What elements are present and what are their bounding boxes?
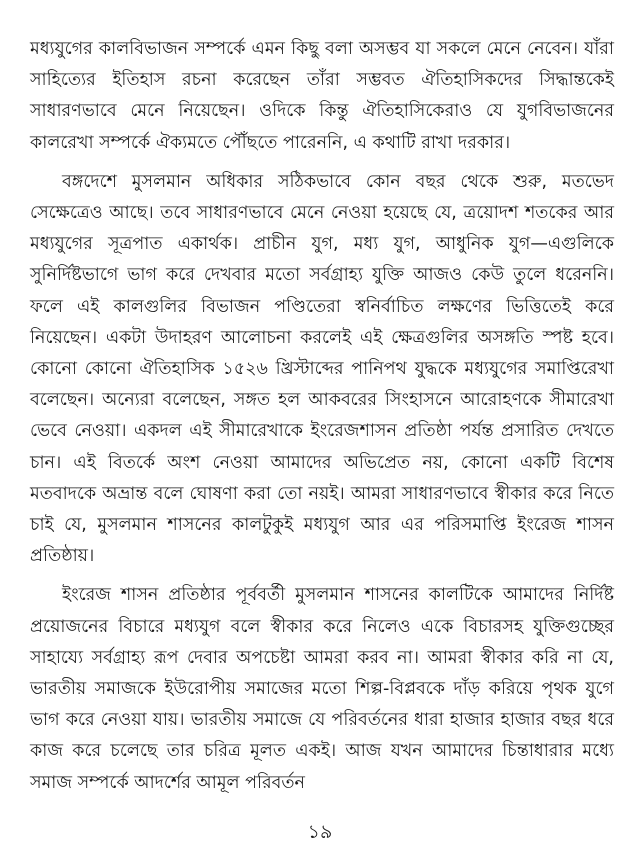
paragraph-2: বঙ্গদেশে মুসলমান অধিকার সঠিকভাবে কোন বছর থেকে শুরু, মতভেদ সেক্ষেত্রেও আছে। তবে সাধারণভাবে মেনে নেওয়া হয়েছে যে, ত্রয়োদশ শতকের আর মধ্যযুগের সূত্রপাত একার্থক। প্রাচীন যুগ, মধ্য যুগ, আধুনিক যুগ—এগুলিকে সুনির্দিষ্টভাগে ভাগ করে দেখবার মতো সর্বগ্রাহ্য যুক্তি আজও কেউ তুলে ধরেননি। ফলে এই কালগুলির বিভাজন পণ্ডিতেরা স্বনির্বাচিত লক্ষণের ভিত্তিতেই করে নিয়েছেন। একটা উদাহরণ আলোচনা করলেই এই ক্ষেত্রগুলির অসঙ্গতি স্পষ্ট হবে। কোনো কোনো ঐতিহাসিক ১৫২৬ খ্রিস্টাব্দের পানিপথ যুদ্ধকে মধ্যযুগের সমাপ্তিরেখা বলেছেন। অন্যেরা বলেছেন, সঙ্গত হল আকবরের সিংহাসনে আরোহণকে সীমারেখা ভেবে নেওয়া। একদল এই সীমারেখাকে ইংরেজশাসন প্রতিষ্ঠা পর্যন্ত প্রসারিত দেখতে চান। এই বিতর্কে অংশ নেওয়া আমাদের অভিপ্রেত নয়, কোনো একটি বিশেষ মতবাদকে অভ্রান্ত বলে ঘোষণা করা তো নয়ই। আমরা সাধারণভাবে স্বীকার করে নিতে চাই যে, মুসলমান শাসনের কালটুকুই মধ্যযুগ আর এর পরিসমাপ্তি ইংরেজ শাসন প্রতিষ্ঠায়। — [30, 171, 614, 567]
page-number: ১৯ — [307, 821, 333, 843]
paragraph-1: মধ্যযুগের কালবিভাজন সম্পর্কে এমন কিছু বলা অসম্ভব যা সকলে মেনে নেবেন। যাঁরা সাহিত্যের ইতিহাস রচনা করেছেন তাঁরা সম্ভবত ঐতিহাসিকদের সিদ্ধান্তকেই সাধারণভাবে মেনে নিয়েছেন। ওদিকে কিন্তু ঐতিহাসিকেরাও যে যুগবিভাজনের কালরেখা সম্পর্কে ঐক্যমতে পৌঁছতে পারেননি, এ কথাটি রাখা দরকার। — [30, 39, 614, 153]
document-page — [30, 34, 614, 824]
paragraph-3: ইংরেজ শাসন প্রতিষ্ঠার পূর্ববর্তী মুসলমান শাসনের কালটিকে আমাদের নির্দিষ্ট প্রয়োজনের বিচারে মধ্যযুগ বলে স্বীকার করে নিলেও একে বিচারসহ যুক্তিগুচ্ছের সাহায্যে সর্বগ্রাহ্য রূপ দেবার অপচেষ্টা আমরা করব না। আমরা স্বীকার করি না যে, ভারতীয় সমাজকে ইউরোপীয় সমাজের মতো শিল্প-বিপ্লবকে দাঁড় করিয়ে পৃথক যুগে ভাগ করে নেওয়া যায়। ভারতীয় সমাজে যে পরিবর্তনের ধারা হাজার হাজার বছর ধরে কাজ করে চলেছে তার চরিত্র মূলত একই। আজ যখন আমাদের চিন্তাধারার মধ্যে সমাজ সম্পর্কে আদর্শের আমূল পরিবর্তন — [30, 585, 614, 793]
